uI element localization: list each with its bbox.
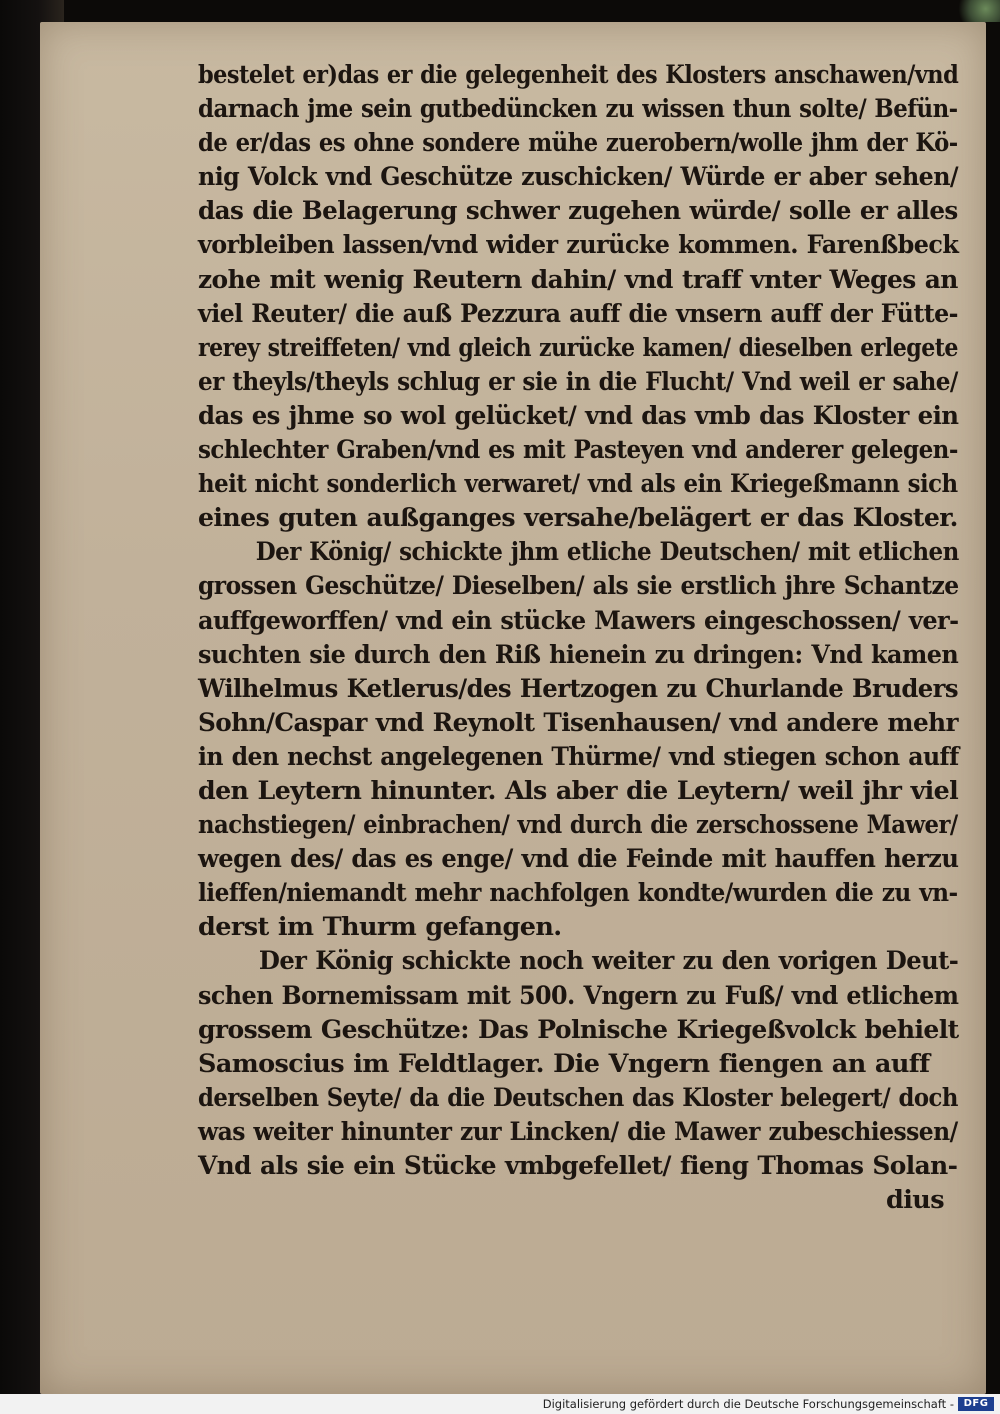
- text-line: zohe mit wenig Reutern dahin/ vnd traff vnter Weges an: [198, 264, 958, 295]
- text-line: Der König/ schickte jhm etliche Deutschen/ mit etlichen: [255, 537, 959, 568]
- text-line: den Leytern hinunter. Als aber die Leytern/ weil jhr viel: [198, 775, 959, 806]
- text-line: de er/das es ohne sondere mühe zuerobern/wolle jhm der Kö-: [198, 128, 958, 159]
- text-line: eines guten außganges versahe/belägert er das Kloster.: [198, 503, 958, 534]
- text-line: nig Volck vnd Geschütze zuschicken/ Würde er aber sehen/: [198, 162, 959, 193]
- text-line: Samoscius im Feldtlager. Die Vngern fiengen an auff: [198, 1048, 930, 1079]
- text-line: heit nicht sonderlich verwaret/ vnd als ein Kriegeßmann sich: [198, 469, 958, 500]
- page-text: [198, 58, 958, 1217]
- text-line: nachstiegen/ einbrachen/ vnd durch die zerschossene Mawer/: [198, 810, 958, 841]
- text-line: suchten sie durch den Riß hienein zu dringen: Vnd kamen: [198, 639, 959, 670]
- text-line: Der König schickte noch weiter zu den vorigen Deut-: [258, 946, 959, 977]
- text-line: derst im Thurm gefangen.: [198, 912, 562, 943]
- text-line: lieffen/niemandt mehr nachfolgen kondte/wurden die zu vn-: [198, 878, 958, 909]
- text-line: Sohn/Caspar vnd Reynolt Tisenhausen/ vnd andere mehr: [198, 707, 958, 738]
- text-line: wegen des/ das es enge/ vnd die Feinde mit hauffen herzu: [198, 844, 959, 875]
- footer-bar: [0, 1394, 1000, 1414]
- text-line: was weiter hinunter zur Lincken/ die Mawer zubeschiessen/: [198, 1116, 958, 1147]
- text-line: Wilhelmus Ketlerus/des Hertzogen zu Churlande Bruders: [198, 673, 959, 704]
- text-line: das es jhme so wol gelücket/ vnd das vmb das Kloster ein: [198, 400, 959, 431]
- text-line: grossen Geschütze/ Dieselben/ als sie erstlich jhre Schantze: [198, 571, 959, 602]
- text-line: in den nechst angelegenen Thürme/ vnd stiegen schon auff: [198, 741, 959, 772]
- scan-corner-artifact: [952, 0, 1000, 22]
- text-line: rerey streiffeten/ vnd gleich zurücke kamen/ dieselben erlegete: [198, 332, 958, 363]
- funding-notice: Digitalisierung gefördert durch die Deutsche Forschungsgemeinschaft -: [542, 1397, 954, 1411]
- text-line: bestelet er)das er die gelegenheit des Klosters anschawen/vnd: [198, 60, 959, 90]
- text-line: das die Belagerung schwer zugehen würde/ solle er alles: [198, 196, 958, 227]
- text-line: er theyls/theyls schlug er sie in die Flucht/ Vnd weil er sahe/: [198, 366, 958, 397]
- text-line: auffgeworffen/ vnd ein stücke Mawers eingeschossen/ ver-: [198, 605, 959, 636]
- text-line: viel Reuter/ die auß Pezzura auff die vnsern auff der Fütte-: [198, 298, 958, 329]
- text-line: derselben Seyte/ da die Deutschen das Kloster belegert/ doch: [198, 1082, 958, 1113]
- dfg-logo-icon: DFG: [958, 1397, 994, 1411]
- text-line: grossem Geschütze: Das Polnische Kriegeßvolck behielt: [198, 1014, 959, 1045]
- text-line: darnach jme sein gutbedüncken zu wissen thun solte/ Befün-: [198, 94, 958, 125]
- catchword: dius: [885, 1185, 944, 1216]
- text-line: Vnd als sie ein Stücke vmbgefellet/ fieng Thomas Solan-: [198, 1151, 958, 1181]
- text-line: vorbleiben lassen/vnd wider zurücke kommen. Farenßbeck: [198, 230, 959, 261]
- text-line: schlechter Graben/vnd es mit Pasteyen vnd anderer gelegen-: [198, 435, 958, 466]
- text-line: schen Bornemissam mit 500. Vngern zu Fuß/ vnd etlichem: [198, 980, 959, 1011]
